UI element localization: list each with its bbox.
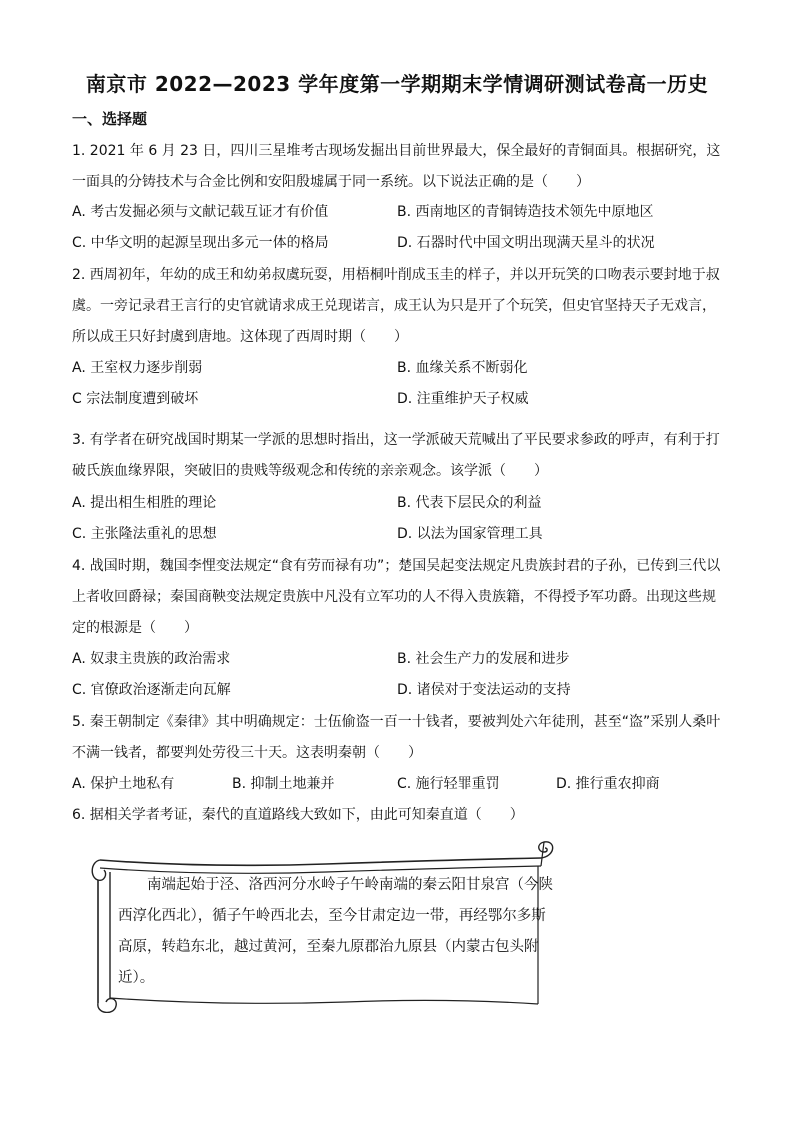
question-2-stem: 2. 西周初年，年幼的成王和幼弟叔虞玩耍，用梧桐叶削成玉圭的样子，并以开玩笑的口吻表示要封地于叔虞。一旁记录君王言行的史官就请求成王兑现诺言，成王认为只是开了个玩笑，但史官坚持天子无戏言，所以成王只好封虞到唐地。这体现了西周时期（ ） — [72, 267, 720, 345]
question-1-option-d: D. 石器时代中国文明出现满天星斗的状况 — [397, 235, 655, 251]
question-5-option-b: B. 抑制土地兼并 — [232, 776, 335, 792]
question-3-option-b: B. 代表下层民众的利益 — [397, 495, 542, 511]
question-3-option-d: D. 以法为国家管理工具 — [397, 526, 543, 542]
question-4-option-d: D. 诸侯对于变法运动的支持 — [397, 682, 571, 698]
question-4-stem: 4. 战国时期，魏国李悝变法规定“食有劳而禄有功”；楚国吴起变法规定凡贵族封君的子孙，已传到三代以上者收回爵禄；秦国商鞅变法规定贵族中凡没有立军功的人不得入贵族籍，不得授予军功爵。出现这些规定的根源是（ ） — [72, 558, 721, 636]
question-5-option-a: A. 保护土地私有 — [72, 776, 175, 792]
question-4-option-b: B. 社会生产力的发展和进步 — [397, 651, 570, 667]
question-4-option-c: C. 官僚政治逐渐走向瓦解 — [72, 682, 231, 698]
question-4-option-a: A. 奴隶主贵族的政治需求 — [72, 651, 231, 667]
question-3-option-a: A. 提出相生相胜的理论 — [72, 495, 217, 511]
question-1-stem: 1. 2021 年 6 月 23 日，四川三星堆考古现场发掘出目前世界最大，保全最好的青铜面具。根据研究，这一面具的分铸技术与合金比例和安阳殷墟属于同一系统。以下说法正确的是（ ） — [72, 143, 721, 190]
section-heading: 一、选择题 — [72, 110, 148, 128]
question-5-option-d: D. 推行重农抑商 — [556, 776, 660, 792]
question-1-option-a: A. 考古发掘必须与文献记载互证才有价值 — [72, 204, 329, 220]
question-5-option-c: C. 施行轻罪重罚 — [397, 776, 500, 792]
question-2-option-b: B. 血缘关系不断弱化 — [397, 360, 528, 376]
question-6-stem: 6. 据相关学者考证，秦代的直道路线大致如下，由此可知秦直道（ ） — [72, 807, 524, 823]
question-2-option-a: A. 王室权力逐步削弱 — [72, 360, 203, 376]
question-2-option-d: D. 注重维护天子权威 — [397, 391, 529, 407]
question-1-option-b: B. 西南地区的青铜铸造技术领先中原地区 — [397, 204, 654, 220]
question-5-stem: 5. 秦王朝制定《秦律》其中明确规定：士伍偷盗一百一十钱者，要被判处六年徒刑，甚至“盗”采别人桑叶不满一钱者，都要判处劳役三十天。这表明秦朝（ ） — [72, 714, 721, 761]
question-3-stem: 3. 有学者在研究战国时期某一学派的思想时指出，这一学派破天荒喊出了平民要求参政的呼声，有利于打破氏族血缘界限，突破旧的贵贱等级观念和传统的亲亲观念。该学派（ ） — [72, 432, 720, 479]
question-2-option-c: C 宗法制度遭到破坏 — [72, 391, 199, 407]
page-title: 南京市 2022—2023 学年度第一学期期末学情调研测试卷高一历史 — [85, 72, 709, 96]
scroll-text: 南端起始于泾、洛西河分水岭子午岭南端的秦云阳甘泉宫（今陕西淳化西北），循子午岭西北去，至今甘肃定边一带，再经鄂尔多斯高原，转趋东北，越过黄河，至秦九原郡治九原县（内蒙古包头附近）。 — [118, 877, 553, 986]
question-3-option-c: C. 主张隆法重礼的思想 — [72, 526, 217, 542]
question-1-option-c: C. 中华文明的起源呈现出多元一体的格局 — [72, 235, 329, 251]
